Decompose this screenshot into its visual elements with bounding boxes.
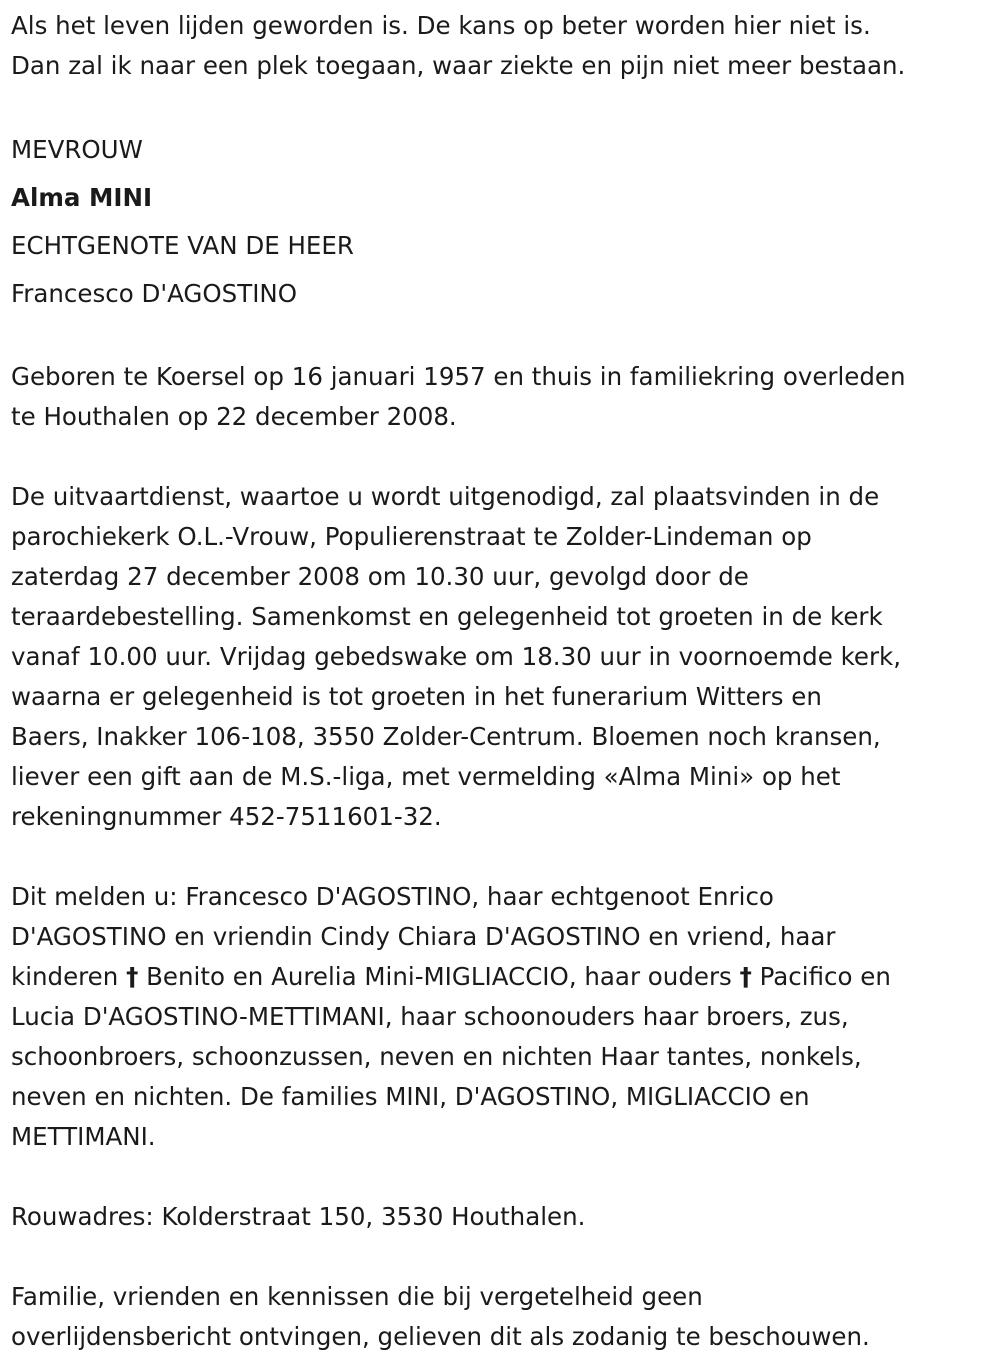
spacer — [11, 1157, 982, 1197]
family-line-5: schoonbroers, schoonzussen, neven en nichten Haar tantes, nonkels, — [11, 1042, 862, 1071]
service-line: zaterdag 27 december 2008 om 10.30 uur, gevolgd door de — [11, 562, 749, 591]
family-line-6: neven en nichten. De families MINI, D'AGOSTINO, MIGLIACCIO en — [11, 1082, 810, 1111]
service-line: rekeningnummer 452-7511601-32. — [11, 802, 442, 831]
verse-line-1: Als het leven lijden geworden is. De kans op beter worden hier niet is. — [11, 11, 871, 40]
title: MEVROUW — [11, 135, 143, 164]
closing-block — [11, 1277, 982, 1357]
spacer — [11, 86, 982, 126]
service-line: vanaf 10.00 uur. Vrijdag gebedswake om 18.30 uur in voornoemde kerk, — [11, 642, 902, 671]
service-block — [11, 477, 982, 837]
verse — [11, 6, 982, 86]
service-line: teraardebestelling. Samenkomst en gelegenheid tot groeten in de kerk — [11, 602, 883, 631]
closing-line-2: overlijdensbericht ontvingen, gelieven dit als zodanig te beschouwen. — [11, 1322, 870, 1351]
closing-line-1: Familie, vrienden en kennissen die bij vergetelheid geen — [11, 1282, 703, 1311]
service-line: waarna er gelegenheid is tot groeten in het funerarium Witters en — [11, 682, 822, 711]
family-line-1: Dit melden u: Francesco D'AGOSTINO, haar echtgenoot Enrico — [11, 882, 774, 911]
service-line: liever een gift aan de M.S.-liga, met vermelding «Alma Mini» op het — [11, 762, 841, 791]
birth-death-line-2: te Houthalen op 22 december 2008. — [11, 402, 457, 431]
cross-icon: † — [126, 962, 139, 991]
address-block — [11, 1197, 982, 1237]
spacer — [11, 1237, 982, 1277]
verse-line-2: Dan zal ik naar een plek toegaan, waar ziekte en pijn niet meer bestaan. — [11, 51, 906, 80]
family-text: Pacifico en — [751, 962, 891, 991]
relation: ECHTGENOTE VAN DE HEER — [11, 231, 354, 260]
family-line-3 — [11, 957, 982, 997]
header-block — [11, 126, 982, 318]
family-block — [11, 877, 982, 1157]
birth-death-line-1: Geboren te Koersel op 16 januari 1957 en thuis in familiekring overleden — [11, 362, 906, 391]
mourning-address: Rouwadres: Kolderstraat 150, 3530 Houthalen. — [11, 1202, 586, 1231]
service-line: De uitvaartdienst, waartoe u wordt uitgenodigd, zal plaatsvinden in de — [11, 482, 880, 511]
service-line: Baers, Inakker 106-108, 3550 Zolder-Centrum. Bloemen noch kransen, — [11, 722, 881, 751]
spacer — [11, 318, 982, 357]
family-text: Benito en Aurelia Mini-MIGLIACCIO, haar ouders — [138, 962, 740, 991]
service-line: parochiekerk O.L.-Vrouw, Populierenstraat te Zolder-Lindeman op — [11, 522, 812, 551]
family-text: kinderen — [11, 962, 127, 991]
birth-death-block — [11, 357, 982, 437]
deceased-name: Alma MINI — [11, 183, 153, 212]
spacer — [11, 437, 982, 477]
family-line-7: METTIMANI. — [11, 1122, 156, 1151]
family-line-4: Lucia D'AGOSTINO-METTIMANI, haar schoonouders haar broers, zus, — [11, 1002, 849, 1031]
spacer — [11, 837, 982, 877]
cross-icon: † — [739, 962, 752, 991]
spouse-name: Francesco D'AGOSTINO — [11, 279, 298, 308]
family-line-2: D'AGOSTINO en vriendin Cindy Chiara D'AGOSTINO en vriend, haar — [11, 922, 836, 951]
